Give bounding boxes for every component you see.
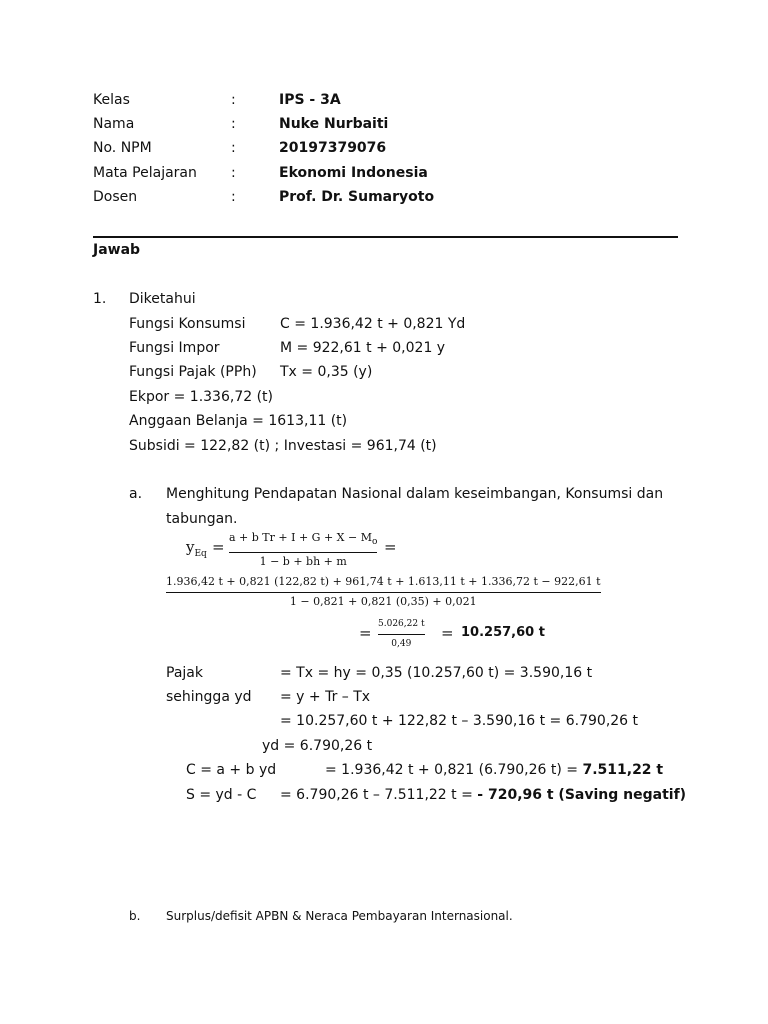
simplified-equals: =: [359, 624, 372, 642]
income-result: 10.257,60 t: [461, 625, 545, 640]
given-pajak-value: Tx = 0,35 (y): [280, 364, 373, 380]
label-kelas: Kelas: [93, 92, 130, 108]
given-impor-label: Fungsi Impor: [129, 340, 220, 356]
consumption-label: C = a + b yd: [186, 762, 277, 778]
sep-dosen: :: [231, 189, 236, 205]
formula-numerator: a + b $Tr + I + G + X - M_o$: [229, 531, 378, 548]
part-a-line2: tabungan.: [166, 511, 238, 527]
given-subsidi-investasi: Subsidi = 122,82 (t) ; Investasi = 961,74 (t): [129, 438, 437, 454]
yd-result: yd = 6.790,26 t: [262, 738, 373, 754]
saving-value: = 6.790,26 t – 7.511,22 t = - 720,96 t (Saving negatif): [280, 787, 687, 803]
label-npm: No. NPM: [93, 140, 152, 156]
part-b-text: Surplus/defisit APBN & Neraca Pembayaran Internasional.: [166, 909, 513, 923]
yeq-symbol: $y_{Eq}$: [186, 538, 207, 559]
yd-formula: = y + Tr – Tx: [280, 689, 371, 705]
value-dosen: Prof. Dr. Sumaryoto: [279, 189, 435, 205]
value-mata-pelajaran: Ekonomi Indonesia: [279, 165, 428, 181]
simplified-denominator: 0,49: [391, 639, 412, 649]
given-pajak-label: Fungsi Pajak (PPh): [129, 364, 257, 380]
saving-label: S = yd - C: [186, 787, 257, 803]
yeq-equals: =: [212, 538, 225, 556]
numeric-denominator: 1 − 0,821 + 0,821 (0,35) + 0,021: [289, 595, 477, 608]
yd-calculation: = 10.257,60 t + 122,82 t – 3.590,16 t = 6.790,26 t: [280, 713, 639, 729]
fraction-bar: [166, 592, 601, 593]
sep-npm: :: [231, 140, 236, 156]
pajak-label: Pajak: [166, 665, 203, 681]
fraction-bar: [229, 552, 377, 553]
numeric-fraction: [166, 575, 601, 609]
fraction-bar: [378, 634, 425, 635]
part-b-letter: b.: [129, 909, 141, 923]
label-mata-pelajaran: Mata Pelajaran: [93, 165, 197, 181]
consumption-value: = 1.936,42 t + 0,821 (6.790,26 t) = 7.511,22 t: [325, 762, 664, 778]
given-konsumsi-label: Fungsi Konsumsi: [129, 316, 246, 332]
given-belanja: Anggaan Belanja = 1613,11 (t): [129, 413, 348, 429]
label-nama: Nama: [93, 116, 135, 132]
q1-number: 1.: [93, 291, 107, 307]
value-npm: 20197379076: [279, 140, 387, 156]
sep-mata-pelajaran: :: [231, 165, 236, 181]
sep-nama: :: [231, 116, 236, 132]
given-konsumsi-value: C = 1.936,42 t + 0,821 Yd: [280, 316, 466, 332]
simplified-fraction: [378, 617, 425, 651]
pajak-value: = Tx = hy = 0,35 (10.257,60 t) = 3.590,16 t: [280, 665, 593, 681]
value-nama: Nuke Nurbaiti: [279, 116, 389, 132]
label-dosen: Dosen: [93, 189, 138, 205]
saving-result: - 720,96 t (Saving negatif): [477, 787, 687, 803]
part-a-letter: a.: [129, 486, 143, 502]
part-a-line1: Menghitung Pendapatan Nasional dalam keseimbangan, Konsumsi dan: [166, 486, 664, 502]
given-impor-value: M = 922,61 t + 0,021 y: [280, 340, 446, 356]
value-kelas: IPS - 3A: [279, 92, 341, 108]
sep-kelas: :: [231, 92, 236, 108]
q1-intro: Diketahui: [129, 291, 196, 307]
result-equals: =: [441, 624, 454, 642]
trailing-equals: =: [384, 538, 397, 556]
given-ekspor: Ekpor = 1.336,72 (t): [129, 389, 273, 405]
numeric-numerator: 1.936,42 t + 0,821 (122,82 t) + 961,74 t + 1.613,11 t + 1.336,72 t − 922,61 t: [166, 575, 601, 588]
simplified-numerator: 5.026,22 t: [378, 619, 425, 629]
consumption-result: 7.511,22 t: [582, 762, 664, 778]
yd-label: sehingga yd: [166, 689, 252, 705]
answer-title: Jawab: [93, 242, 141, 258]
formula-denominator: 1 − b + bh + m: [259, 555, 347, 569]
general-formula-fraction: [229, 531, 377, 569]
header-divider: [93, 236, 678, 238]
